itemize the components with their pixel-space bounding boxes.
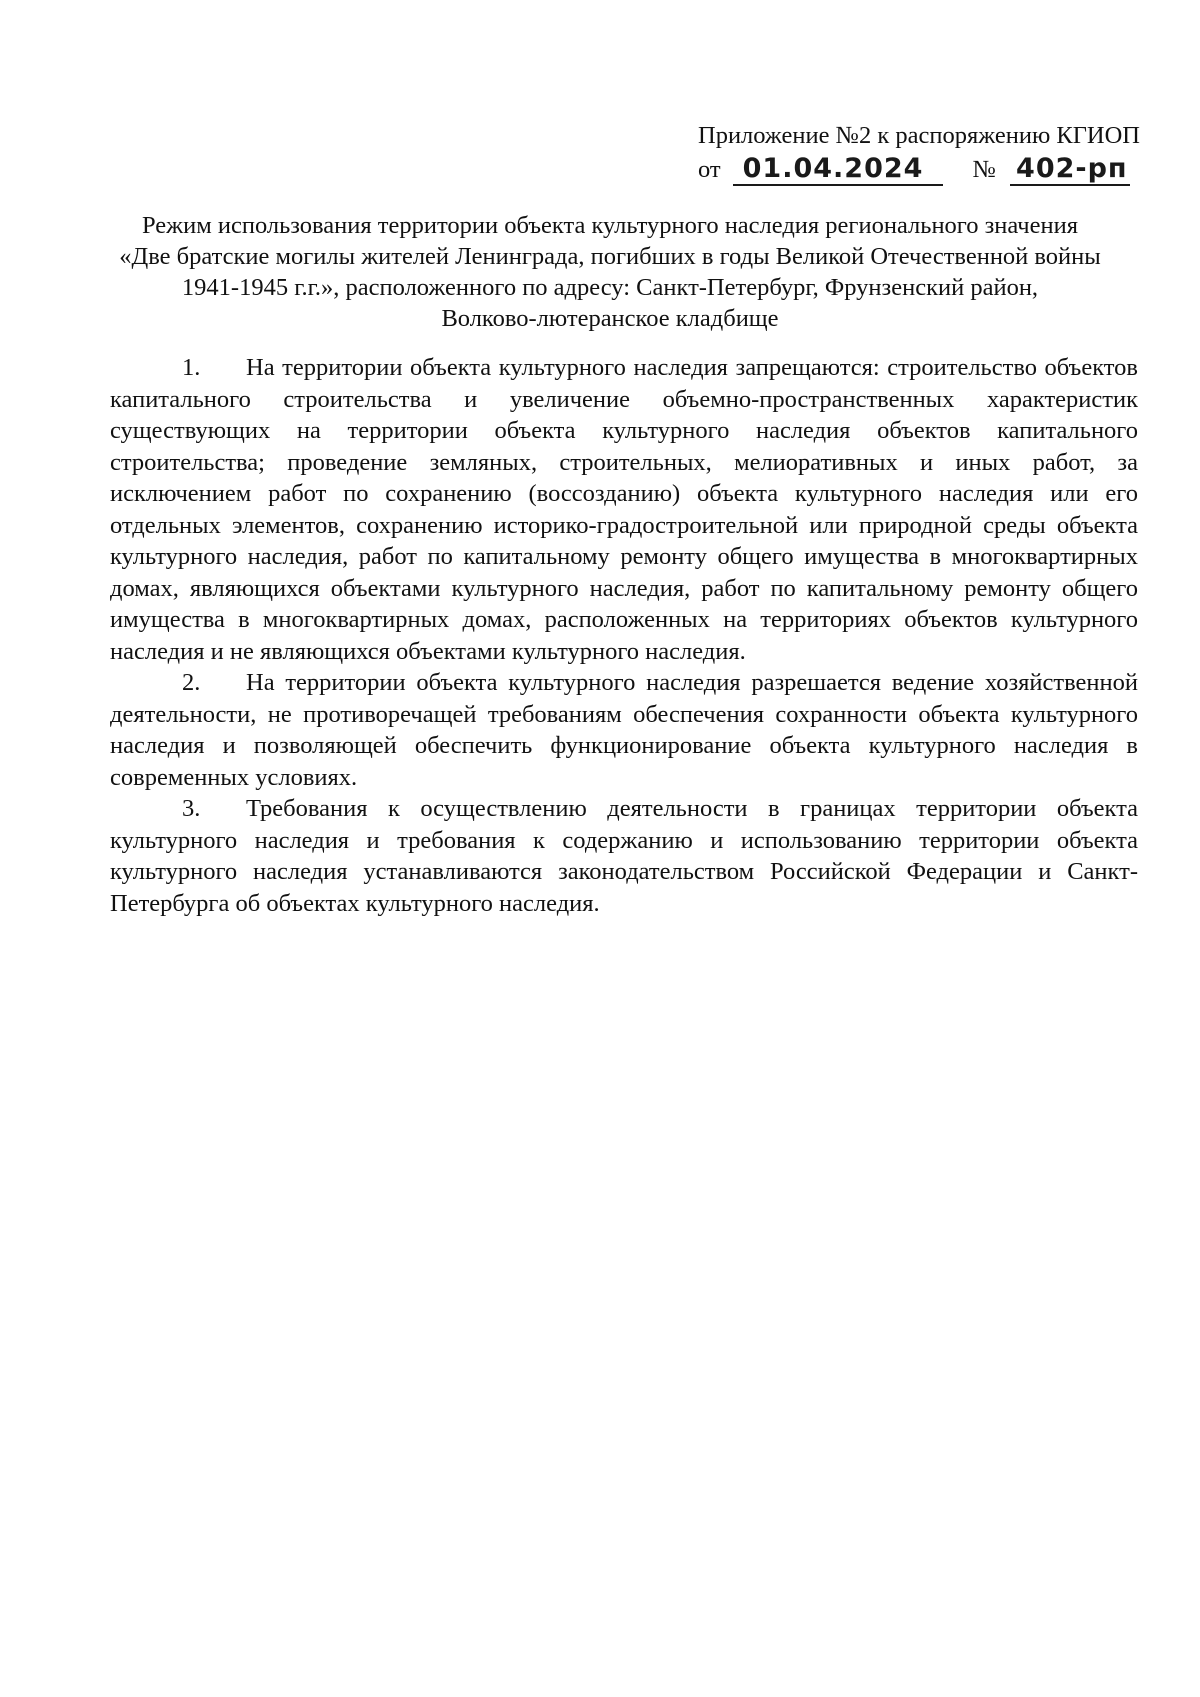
paragraph-2: [110, 667, 1138, 793]
title-line: 1941-1945 г.г.», расположенного по адресу: Санкт-Петербург, Фрунзенский район,: [181, 274, 1039, 301]
number-sign: №: [972, 156, 997, 183]
title-line: Волково-лютеранское кладбище: [441, 305, 779, 332]
paragraph-text: На территории объекта культурного наследия разрешается ведение хозяйственной деятельности, не противоречащей требованиям обеспечения сохранности объекта культурного наследия и позволяющей обеспечить функционирование объекта культурного наследия в современных условиях.: [110, 669, 1138, 791]
paragraph-3: [110, 793, 1138, 919]
appendix-title: Приложение №2 к распоряжению КГИОП: [698, 122, 1140, 149]
paragraph-number: 1.: [182, 354, 201, 381]
paragraph-number: 3.: [182, 795, 201, 822]
date-prefix: от: [698, 156, 721, 183]
paragraph-text: На территории объекта культурного наследия запрещаются: строительство объектов капитального строительства и увеличение объемно-пространственных характеристик существующих на территории объекта культурного наследия объектов капитального строительства; проведение земляных, строительных, мелиоративных и иных работ, за исключением работ по сохранению (воссозданию) объекта культурного наследия или его отдельных элементов, сохранению историко-градостроительной или природной среды объекта культурного наследия, работ по капитальному ремонту общего имущества в многоквартирных домах, являющихся объектами культурного наследия, работ по капитальному ремонту общего имущества в многоквартирных домах, расположенных на территориях объектов культурного наследия и не являющихся объектами культурного наследия.: [110, 354, 1138, 665]
order-reference: [698, 152, 1138, 186]
order-date: 01.04.2024: [733, 154, 943, 186]
appendix-header: [698, 120, 1138, 186]
paragraph-1: [110, 352, 1138, 667]
order-number: 402-рп: [1010, 154, 1130, 186]
paragraph-text: Требования к осуществлению деятельности в границах территории объекта культурного наследия и требования к содержанию и использованию территории объекта культурного наследия устанавливаются законодательством Российской Федерации и Санкт-Петербурга об объектах культурного наследия.: [110, 795, 1138, 917]
document-title: [110, 210, 1110, 334]
document-body: [110, 352, 1138, 919]
title-line: «Две братские могилы жителей Ленинграда, погибших в годы Великой Отечественной войны: [119, 243, 1101, 270]
title-line: Режим использования территории объекта культурного наследия регионального значения: [142, 212, 1078, 239]
paragraph-number: 2.: [182, 669, 201, 696]
